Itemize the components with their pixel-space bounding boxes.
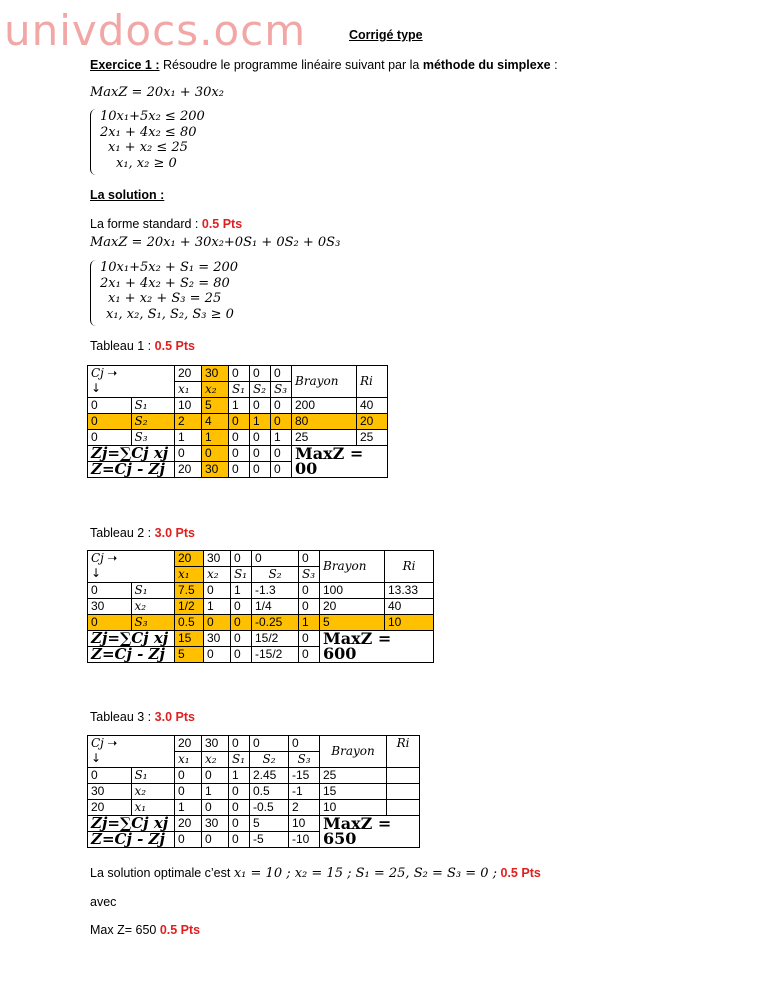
cell-ri: 40: [385, 599, 434, 615]
brace: [90, 260, 97, 326]
cell: 0: [229, 800, 250, 816]
cell: 0: [175, 832, 202, 848]
maxz-value: MaxZ = 00: [292, 446, 388, 478]
cell: 0: [250, 446, 271, 462]
cell: 0: [231, 647, 252, 663]
row-cb: 0: [88, 768, 132, 784]
cell: 0: [250, 462, 271, 478]
cell: 4: [202, 414, 229, 430]
cell: -0.5: [250, 800, 289, 816]
avec-text: avec: [90, 895, 117, 909]
cell: 0: [202, 446, 229, 462]
cell-brayon: 200: [292, 398, 357, 414]
var-header: S₃: [289, 752, 320, 768]
var-header: x₂: [202, 382, 229, 398]
cj-value: 30: [202, 736, 229, 752]
cell: 2: [289, 800, 320, 816]
cell: 0: [204, 615, 231, 631]
z-label: Z=Cj - Zj: [88, 647, 175, 663]
cell: 1: [204, 599, 231, 615]
cell: 0: [229, 446, 250, 462]
cell-brayon: 25: [320, 768, 387, 784]
cell: 0: [204, 583, 231, 599]
cell: 1: [202, 430, 229, 446]
page-title: Corrigé type: [349, 28, 423, 42]
table-row-pivot: [88, 414, 388, 430]
cell: 1/2: [175, 599, 204, 615]
standard-form-text: La forme standard :: [90, 217, 202, 231]
cell: 0: [299, 583, 320, 599]
ri-header: Ri: [385, 551, 434, 583]
cell: 0: [229, 430, 250, 446]
constraint-3: x₁ + x₂ ≤ 25: [108, 140, 188, 155]
cell: 5: [250, 816, 289, 832]
exercise-label: Exercice 1 :: [90, 58, 160, 72]
cj-label: Cj: [91, 366, 104, 380]
cell: 0: [231, 615, 252, 631]
cell: 30: [202, 462, 229, 478]
tableau2-label-text: Tableau 2 :: [90, 526, 155, 540]
cell: 0: [175, 784, 202, 800]
constraint-2: 2x₁ + 4x₂ ≤ 80: [100, 124, 197, 140]
tableau2: [87, 550, 434, 663]
std-constraint-3: x₁ + x₂ + S₃ = 25: [108, 291, 222, 306]
cj-header: [88, 736, 175, 768]
tableau2-label: [90, 526, 195, 540]
cj-value: 20: [175, 551, 204, 567]
cell: 0: [229, 832, 250, 848]
cell: 0: [229, 784, 250, 800]
std-constraint-4: x₁, x₂, S₁, S₂, S₃ ≥ 0: [106, 306, 234, 322]
std-constraint-1: 10x₁+5x₂ + S₁ = 200: [100, 260, 239, 275]
objective-function: MaxZ = 20x₁ + 30x₂: [90, 85, 224, 100]
cj-label: Cj: [91, 736, 104, 750]
cell: 0: [202, 832, 229, 848]
cell: 1/4: [252, 599, 299, 615]
cell: 0.5: [175, 615, 204, 631]
solution-heading: La solution :: [90, 188, 165, 202]
standard-system: [90, 260, 310, 330]
cell: 0: [175, 768, 202, 784]
cell: -1.3: [252, 583, 299, 599]
cell: 2.45: [250, 768, 289, 784]
cell: 30: [204, 631, 231, 647]
cell: 0: [204, 647, 231, 663]
cj-value: 20: [175, 736, 202, 752]
arrow-right-icon: ➝: [107, 551, 118, 565]
row-basis: S₃: [131, 615, 175, 631]
standard-objective: MaxZ = 20x₁ + 30x₂+0S₁ + 0S₂ + 0S₃: [90, 235, 341, 250]
arrow-down-icon: ↓: [91, 566, 102, 580]
cell: 0: [250, 398, 271, 414]
cell: 1: [229, 768, 250, 784]
cell: 0: [250, 430, 271, 446]
tableau3-label-text: Tableau 3 :: [90, 710, 155, 724]
cell: 0: [299, 647, 320, 663]
var-header: S₁: [229, 752, 250, 768]
row-cb: 0: [88, 430, 132, 446]
row-basis: S₁: [131, 583, 175, 599]
cell: 0: [231, 631, 252, 647]
cj-header: [88, 551, 175, 583]
table-row: [88, 768, 420, 784]
exercise-text: Résoudre le programme linéaire suivant par la: [159, 58, 423, 72]
cell-ri: 40: [357, 398, 388, 414]
arrow-down-icon: ↓: [91, 381, 102, 395]
var-header: x₁: [175, 382, 202, 398]
watermark: univdocs.ocm: [4, 6, 307, 55]
cell: 0: [202, 768, 229, 784]
cj-value: 20: [175, 366, 202, 382]
cell: 1: [175, 800, 202, 816]
ri-header: Ri: [387, 736, 420, 768]
optimal-solution: [90, 866, 541, 881]
table-row: [88, 599, 434, 615]
cell-brayon: 25: [292, 430, 357, 446]
tableau1-label: [90, 339, 195, 353]
cell: 0: [271, 446, 292, 462]
cell: 5: [202, 398, 229, 414]
cell-brayon: 15: [320, 784, 387, 800]
cell: 0: [299, 599, 320, 615]
cell: -5: [250, 832, 289, 848]
var-header: x₁: [175, 752, 202, 768]
exercise-method: méthode du simplexe: [422, 58, 551, 72]
zj-label: Zj=∑Cj xj: [88, 816, 175, 832]
cj-value: 30: [204, 551, 231, 567]
cell: 1: [202, 784, 229, 800]
row-cb: 0: [88, 414, 132, 430]
arrow-down-icon: ↓: [91, 751, 102, 765]
cell-ri: [387, 768, 420, 784]
optimal-values: x₁ = 10 ; x₂ = 15 ; S₁ = 25, S₂ = S₃ = 0 ;: [233, 866, 498, 881]
cell-ri: 25: [357, 430, 388, 446]
brayon-header: Brayon: [320, 736, 387, 768]
maxz-value: MaxZ = 650: [320, 816, 420, 848]
cell: 1: [231, 583, 252, 599]
arrow-right-icon: ➝: [107, 736, 118, 750]
tableau1-label-text: Tableau 1 :: [90, 339, 155, 353]
standard-form-pts: 0.5 Pts: [201, 217, 243, 231]
tableau3-label: [90, 710, 195, 724]
var-header: x₂: [204, 567, 231, 583]
cell-brayon: 100: [320, 583, 385, 599]
cell: -15/2: [252, 647, 299, 663]
cell: 0: [229, 816, 250, 832]
cell: 0: [175, 446, 202, 462]
std-constraint-2: 2x₁ + 4x₂ + S₂ = 80: [100, 275, 230, 291]
arrow-right-icon: ➝: [107, 366, 118, 380]
var-header: S₁: [231, 567, 252, 583]
row-cb: 0: [88, 583, 132, 599]
var-header: x₁: [175, 567, 204, 583]
zj-label: Zj=∑Cj xj: [88, 446, 175, 462]
cell: 0.5: [250, 784, 289, 800]
cell: 20: [175, 462, 202, 478]
tableau2-pts: 3.0 Pts: [154, 526, 195, 540]
cj-value: 0: [271, 366, 292, 382]
cell: 0: [271, 414, 292, 430]
constraint-4: x₁, x₂ ≥ 0: [116, 155, 177, 171]
cell: 0: [202, 800, 229, 816]
cj-value: 0: [231, 551, 252, 567]
row-basis: x₂: [131, 784, 175, 800]
var-header: S₂: [250, 752, 289, 768]
cj-header: [88, 366, 175, 398]
cell-brayon: 20: [320, 599, 385, 615]
cell: 0: [229, 462, 250, 478]
table-row: [88, 583, 434, 599]
constraint-1: 10x₁+5x₂ ≤ 200: [100, 109, 205, 124]
cell-ri: [387, 800, 420, 816]
cell: 0: [271, 462, 292, 478]
cell-ri: [387, 784, 420, 800]
cj-value: 0: [250, 736, 289, 752]
cell: 2: [175, 414, 202, 430]
cell: 0: [271, 398, 292, 414]
cj-value: 0: [289, 736, 320, 752]
ri-header: Ri: [357, 366, 388, 398]
cj-value: 0: [229, 366, 250, 382]
cell: 7.5: [175, 583, 204, 599]
cell: 5: [175, 647, 204, 663]
cell: 1: [271, 430, 292, 446]
brace: [90, 109, 97, 175]
constraint-system: [90, 109, 290, 179]
var-header: S₃: [271, 382, 292, 398]
tableau3-pts: 3.0 Pts: [154, 710, 195, 724]
row-cb: 30: [88, 784, 132, 800]
row-basis: S₂: [131, 414, 175, 430]
cell: 0: [231, 599, 252, 615]
row-cb: 0: [88, 398, 132, 414]
tableau1-pts: 0.5 Pts: [154, 339, 195, 353]
cell: 1: [229, 398, 250, 414]
row-cb: 30: [88, 599, 132, 615]
cj-value: 0: [299, 551, 320, 567]
z-label: Z=Cj - Zj: [88, 462, 175, 478]
row-basis: S₃: [131, 430, 175, 446]
var-header: x₂: [202, 752, 229, 768]
cell: 15/2: [252, 631, 299, 647]
cj-value: 30: [202, 366, 229, 382]
cell: 20: [175, 816, 202, 832]
cell-brayon: 5: [320, 615, 385, 631]
tableau3: [87, 735, 420, 848]
cell: 1: [175, 430, 202, 446]
var-header: S₃: [299, 567, 320, 583]
final-result: [90, 923, 200, 937]
cell: 1: [299, 615, 320, 631]
final-text: Max Z= 650: [90, 923, 160, 937]
cell: 0: [299, 631, 320, 647]
zj-label: Zj=∑Cj xj: [88, 631, 175, 647]
cell: 10: [289, 816, 320, 832]
cell-ri: 13.33: [385, 583, 434, 599]
cell-ri: 10: [385, 615, 434, 631]
cell: 10: [175, 398, 202, 414]
cj-value: 0: [250, 366, 271, 382]
cell: -1: [289, 784, 320, 800]
exercise-end: :: [550, 58, 558, 72]
cell-brayon: 80: [292, 414, 357, 430]
var-header: S₂: [250, 382, 271, 398]
standard-form-label: [90, 217, 242, 231]
cell: 15: [175, 631, 204, 647]
exercise-statement: [90, 58, 558, 72]
cell: -0.25: [252, 615, 299, 631]
cell: 0: [229, 414, 250, 430]
row-cb: 20: [88, 800, 132, 816]
table-row: [88, 398, 388, 414]
cj-value: 0: [229, 736, 250, 752]
row-basis: x₁: [131, 800, 175, 816]
table-row: [88, 784, 420, 800]
maxz-value: MaxZ = 600: [320, 631, 434, 663]
var-header: S₂: [252, 567, 299, 583]
cell: -15: [289, 768, 320, 784]
cj-label: Cj: [91, 551, 104, 565]
row-basis: S₁: [131, 398, 175, 414]
z-label: Z=Cj - Zj: [88, 832, 175, 848]
optimal-text: La solution optimale c’est: [90, 866, 234, 880]
cell-brayon: 10: [320, 800, 387, 816]
cell: 30: [202, 816, 229, 832]
brayon-header: Brayon: [292, 366, 357, 398]
brayon-header: Brayon: [320, 551, 385, 583]
row-basis: S₁: [131, 768, 175, 784]
cell-ri: 20: [357, 414, 388, 430]
row-cb: 0: [88, 615, 132, 631]
cell: 1: [250, 414, 271, 430]
cj-value: 0: [252, 551, 299, 567]
final-pts: 0.5 Pts: [159, 923, 201, 937]
row-basis: x₂: [131, 599, 175, 615]
cell: -10: [289, 832, 320, 848]
var-header: S₁: [229, 382, 250, 398]
tableau1: [87, 365, 388, 478]
optimal-pts: 0.5 Pts: [497, 866, 541, 880]
